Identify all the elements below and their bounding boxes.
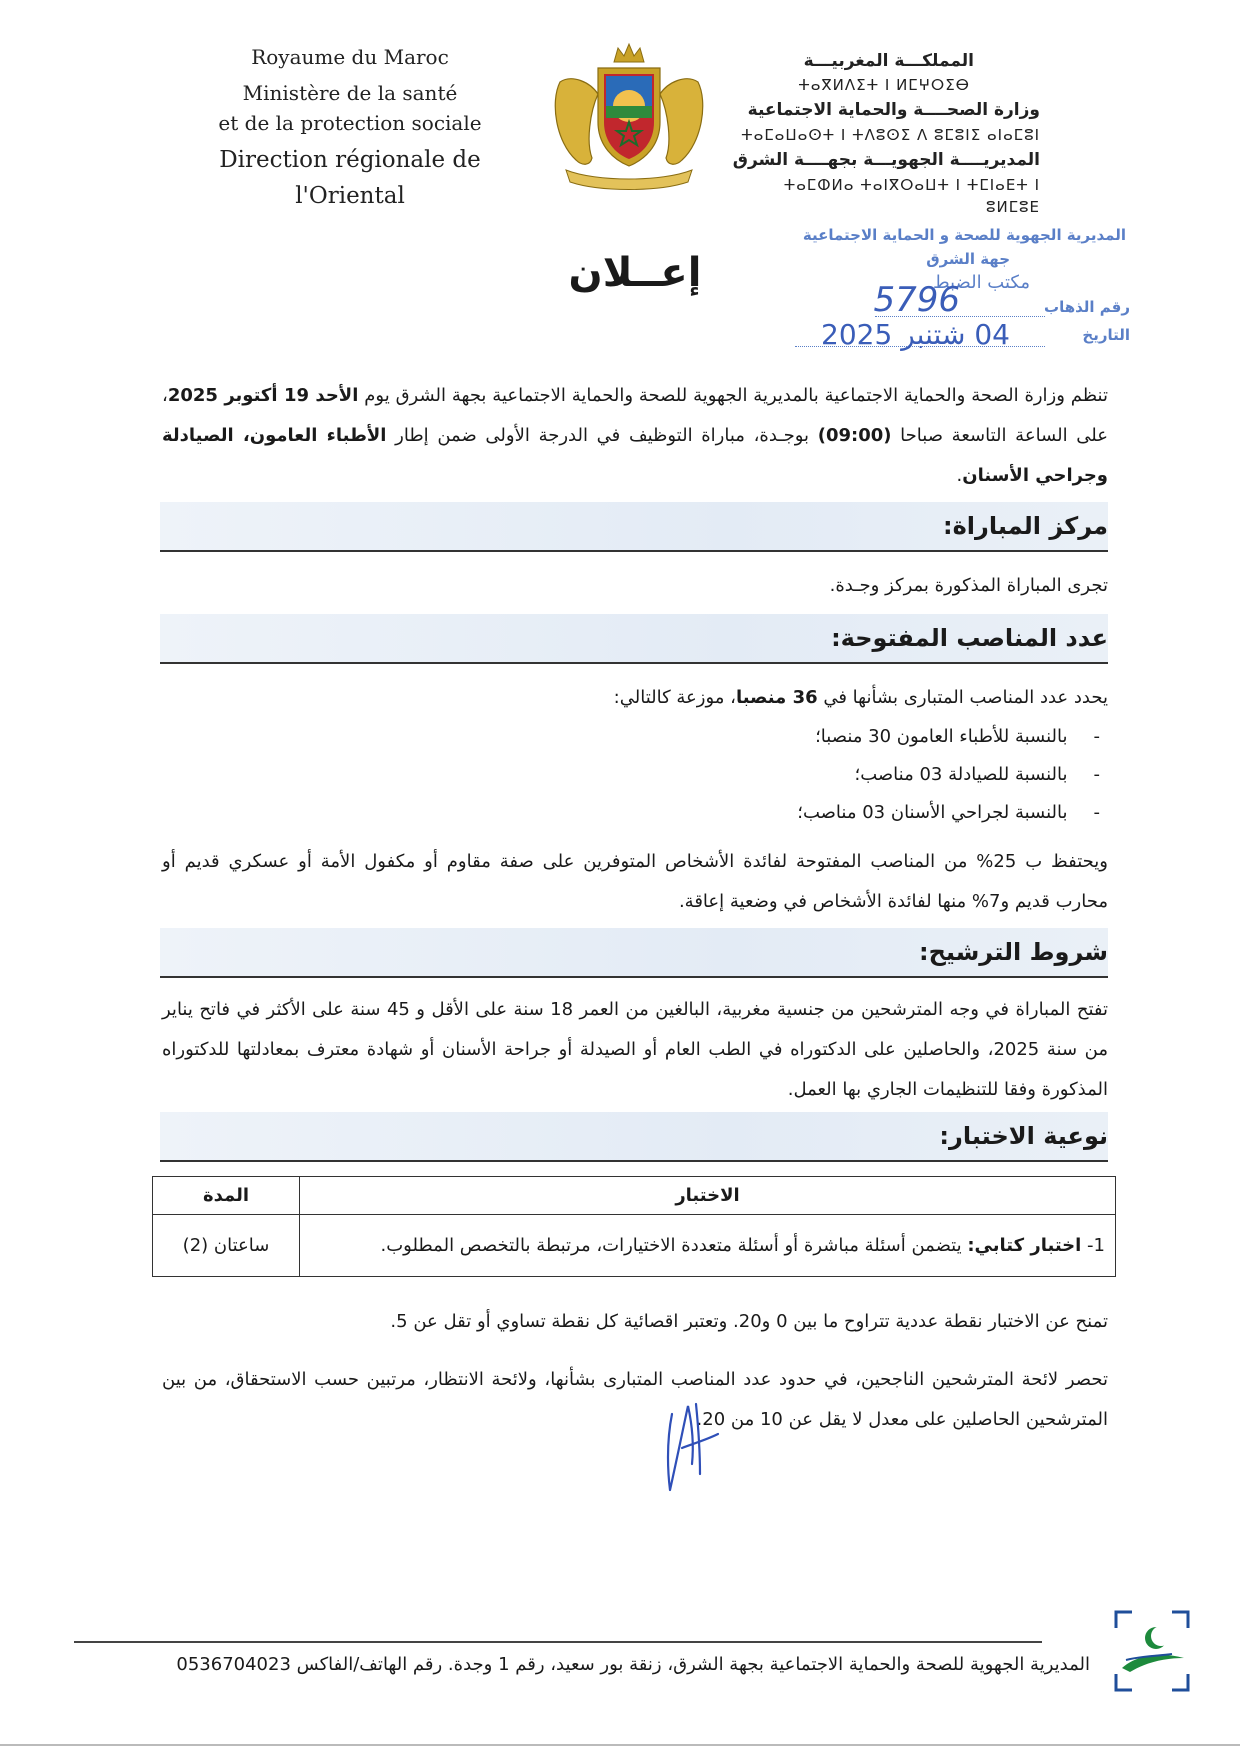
stamp-line2: جهة الشرق (926, 250, 1010, 268)
health-logo-icon (1112, 1610, 1192, 1692)
intro-paragraph (162, 376, 1108, 496)
section-title-conditions: شروط الترشيح: (919, 938, 1108, 966)
intro-date: الأحد 19 أكتوبر 2025 (167, 385, 359, 406)
grading-text: تمنح عن الاختبار نقطة عددية تتراوح ما بين 0 و20. وتعتبر اقصائية كل نقطة تساوي أو تقل عن 5. (390, 1311, 1108, 1332)
footer-address: المديرية الجهوية للصحة والحماية الاجتماعية بجهة الشرق، زنقة بور سعيد، رقم 1 وجدة. رقم الهاتف/الفاكس 0536704023 (176, 1654, 1090, 1675)
exam-type: اختبار كتابي: (967, 1235, 1082, 1256)
tif-kingdom: ⵜⴰⴳⵍⴷⵉⵜ ⵏ ⵍⵎⵖⵔⵉⴱ (798, 76, 970, 94)
posts-item-pharmacists: بالنسبة للصيادلة 03 مناصب؛ (854, 764, 1068, 785)
page-bottom-edge (0, 1744, 1240, 1746)
stamp-line1: المديرية الجهوية للصحة و الحماية الاجتماعية (802, 226, 1126, 244)
fr-ministry: Ministère de la santé (242, 81, 458, 105)
posts-intro-b: ، موزعة كالتالي: (613, 687, 736, 708)
exam-prefix: 1- (1081, 1235, 1105, 1256)
stamp-number-value: 5796 (873, 280, 960, 320)
section-line-center (160, 550, 1108, 552)
section-title-center: مركز المباراة: (943, 512, 1108, 540)
ar-direction: المديريــــة الجهويـــة بجهــــة الشرق (732, 150, 1040, 170)
ar-ministry: وزارة الصحــــة والحماية الاجتماعية (747, 100, 1040, 120)
list-item: -بالنسبة للأطباء العامون 30 منصبا؛ (815, 726, 1100, 747)
duration-col-header: المدة (153, 1177, 300, 1215)
posts-item-doctors: بالنسبة للأطباء العامون 30 منصبا؛ (815, 726, 1068, 747)
center-text: تجرى المباراة المذكورة بمركز وجـدة. (829, 575, 1108, 596)
announcement-title: إعــلان (568, 250, 702, 296)
fr-kingdom: Royaume du Maroc (251, 45, 449, 69)
posts-item-dentists: بالنسبة لجراحي الأسنان 03 مناصب؛ (797, 802, 1068, 823)
header-ar (730, 48, 1040, 218)
intro-text-1: تنظم وزارة الصحة والحماية الاجتماعية بالمديرية الجهوية للصحة والحماية الاجتماعية بجهة الشرق يوم (358, 385, 1108, 406)
posts-reserve: ويحتفظ ب 25% من المناصب المفتوحة لفائدة الأشخاص المتوفرين على صفة مقاوم أو مكفول الأمة أو عسكري قديم أو محارب قديم و7% منها لفائدة الأشخاص في وضعية إعاقة. (162, 851, 1108, 912)
footer-rule (74, 1641, 1042, 1643)
exam-table (152, 1176, 1116, 1277)
section-line-conditions (160, 976, 1108, 978)
intro-time: (09:00) (817, 425, 892, 446)
table-row (153, 1177, 1116, 1215)
section-line-posts (160, 662, 1108, 664)
tif-ministry: ⵜⴰⵎⴰⵡⴰⵙⵜ ⵏ ⵜⴷⵓⵙⵉ ⴷ ⵓⵎⵓⵏⵉ ⴰⵏⴰⵎⵓⵏ (741, 126, 1040, 144)
conditions-text: تفتح المباراة في وجه المترشحين من جنسية مغربية، البالغين من العمر 18 سنة على الأقل و 45 سنة على الأكثر في فاتح يناير من سنة 2025، والحاصلين على الدكتوراه في الطب العام أو الصيدلة أو جراحة الأسنان أو شهادة معترف بمعادلتها للدكتوراه المذكورة وفقا للتنظيمات الجاري بها العمل. (162, 999, 1108, 1100)
list-item: -بالنسبة للصيادلة 03 مناصب؛ (854, 764, 1100, 785)
posts-total: 36 منصبا (735, 687, 818, 708)
section-line-exam (160, 1160, 1108, 1162)
section-title-exam: نوعية الاختبار: (939, 1122, 1108, 1150)
stamp-line3: مكتب الضبط (932, 272, 1030, 293)
stamp-number-label: رقم الذهاب (1044, 298, 1130, 316)
fr-ministry-2: et de la protection sociale (218, 111, 482, 135)
stamp-date-label: التاريخ (1082, 326, 1130, 344)
exam-description: يتضمن أسئلة مباشرة أو أسئلة متعددة الاختيارات، مرتبطة بالتخصص المطلوب. (380, 1235, 968, 1256)
exam-col-header: الاختبار (300, 1177, 1116, 1215)
coat-of-arms-icon (546, 42, 712, 190)
list-item: -بالنسبة لجراحي الأسنان 03 مناصب؛ (797, 802, 1100, 823)
posts-intro-a: يحدد عدد المناصب المتبارى بشأنها في (817, 687, 1108, 708)
posts-intro (162, 678, 1108, 718)
intro-text-3: بوجـدة، مباراة التوظيف في الدرجة الأولى ضمن إطار (386, 425, 818, 446)
fr-direction: Direction régionale de l'Oriental (219, 147, 481, 209)
signature (662, 1394, 722, 1494)
section-title-posts: عدد المناصب المفتوحة: (831, 624, 1108, 652)
duration-cell: ساعتان (2) (153, 1215, 300, 1277)
intro-cadres: الأطباء العامون، الصيادلة وجراحي الأسنان (162, 425, 1108, 486)
results-text: تحصر لائحة المترشحين الناجحين، في حدود عدد المناصب المتبارى بشأنها، ولائحة الانتظار، مرتبين حسب الاستحقاق، من بين المترشحين الحاصلين على معدل لا يقل عن 10 من 20. (162, 1369, 1108, 1430)
tif-direction: ⵜⴰⵎⵀⵍⴰ ⵜⴰⵏⴳⵔⴰⵡⵜ ⵏ ⵜⵎⵏⴰⴹⵜ ⵏ ⵓⵍⵎⵓⴹ (783, 176, 1040, 216)
intro-text-4: . (956, 465, 963, 486)
table-row (153, 1215, 1116, 1277)
exam-cell (300, 1215, 1116, 1277)
stamp-date-value: 04 شتنبر 2025 (821, 318, 1010, 351)
intro-text-2: ، على الساعة التاسعة صباحا (162, 385, 1108, 446)
ar-kingdom: المملكـــة المغربيـــة (803, 51, 974, 71)
header-fr (170, 40, 530, 214)
registry-stamp (780, 226, 1130, 361)
